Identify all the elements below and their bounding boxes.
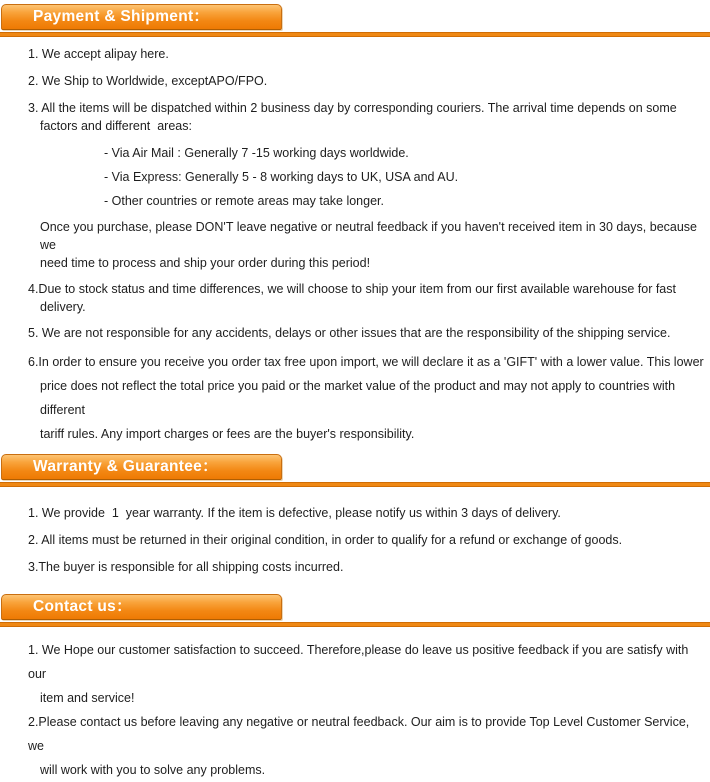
payment-item-6-line-2: price does not reflect the total price you paid or the market value of the product and may not apply to countries with different xyxy=(40,379,679,417)
payment-item-3-line-1: 3. All the items will be dispatched within 2 business day by corresponding couriers. The arrival time depends on some xyxy=(28,101,677,115)
payment-item-5: 5. We are not responsible for any accidents, delays or other issues that are the responsibility of the shipping service. xyxy=(28,326,671,340)
payment-header-rule xyxy=(0,32,710,37)
payment-item-6-line-1: 6.In order to ensure you receive you order tax free upon import, we will declare it as a 'GIFT' with a lower value. This lower xyxy=(28,355,704,369)
payment-item-6-line-3: tariff rules. Any import charges or fees are the buyer's responsibility. xyxy=(40,427,415,441)
warranty-title: Warranty & Guarantee： xyxy=(33,458,218,475)
payment-feedback-note-line-2: need time to process and ship your order during this period! xyxy=(40,256,371,270)
contact-section-header xyxy=(0,594,710,627)
warranty-header-rule xyxy=(0,482,710,487)
contact-item-1-line-2: item and service! xyxy=(40,691,135,705)
warranty-item-3: 3.The buyer is responsible for all shipping costs incurred. xyxy=(28,560,344,574)
listing-info-page xyxy=(0,4,710,777)
warranty-section-header xyxy=(0,454,710,487)
shipping-option-other: - Other countries or remote areas may take longer. xyxy=(104,194,384,208)
warranty-section-body xyxy=(0,504,710,576)
payment-item-4-line-1: 4.Due to stock status and time differences, we will choose to ship your item from our first available warehouse for fast xyxy=(28,282,676,296)
contact-title: Contact us： xyxy=(33,598,132,615)
contact-section-body xyxy=(0,638,710,782)
payment-section-body xyxy=(0,45,710,446)
payment-header-tab xyxy=(1,4,282,30)
contact-header-rule xyxy=(0,622,710,627)
payment-section-header xyxy=(0,4,710,37)
warranty-header-tab xyxy=(1,454,282,480)
payment-item-3-line-2: factors and different areas: xyxy=(40,119,192,133)
payment-item-2: 2. We Ship to Worldwide, exceptAPO/FPO. xyxy=(28,74,268,88)
shipping-option-express: - Via Express: Generally 5 - 8 working days to UK, USA and AU. xyxy=(104,170,459,184)
contact-item-2-line-2: will work with you to solve any problems. xyxy=(40,763,266,777)
payment-title: Payment & Shipment： xyxy=(33,8,210,25)
warranty-item-1: 1. We provide 1 year warranty. If the item is defective, please notify us within 3 days of delivery. xyxy=(28,506,561,520)
contact-header-tab xyxy=(1,594,282,620)
payment-item-1: 1. We accept alipay here. xyxy=(28,47,169,61)
contact-item-2-line-1: 2.Please contact us before leaving any negative or neutral feedback. Our aim is to provide Top Level Customer Service, we xyxy=(28,715,693,753)
payment-item-4-line-2: delivery. xyxy=(40,300,86,314)
shipping-option-airmail: - Via Air Mail : Generally 7 -15 working days worldwide. xyxy=(104,146,409,160)
contact-item-1-line-1: 1. We Hope our customer satisfaction to succeed. Therefore,please do leave us positive feedback if you are satisfy with our xyxy=(28,643,692,681)
warranty-item-2: 2. All items must be returned in their original condition, in order to qualify for a refund or exchange of goods. xyxy=(28,533,623,547)
payment-feedback-note-line-1: Once you purchase, please DON'T leave negative or neutral feedback if you haven't received item in 30 days, because we xyxy=(40,220,701,252)
